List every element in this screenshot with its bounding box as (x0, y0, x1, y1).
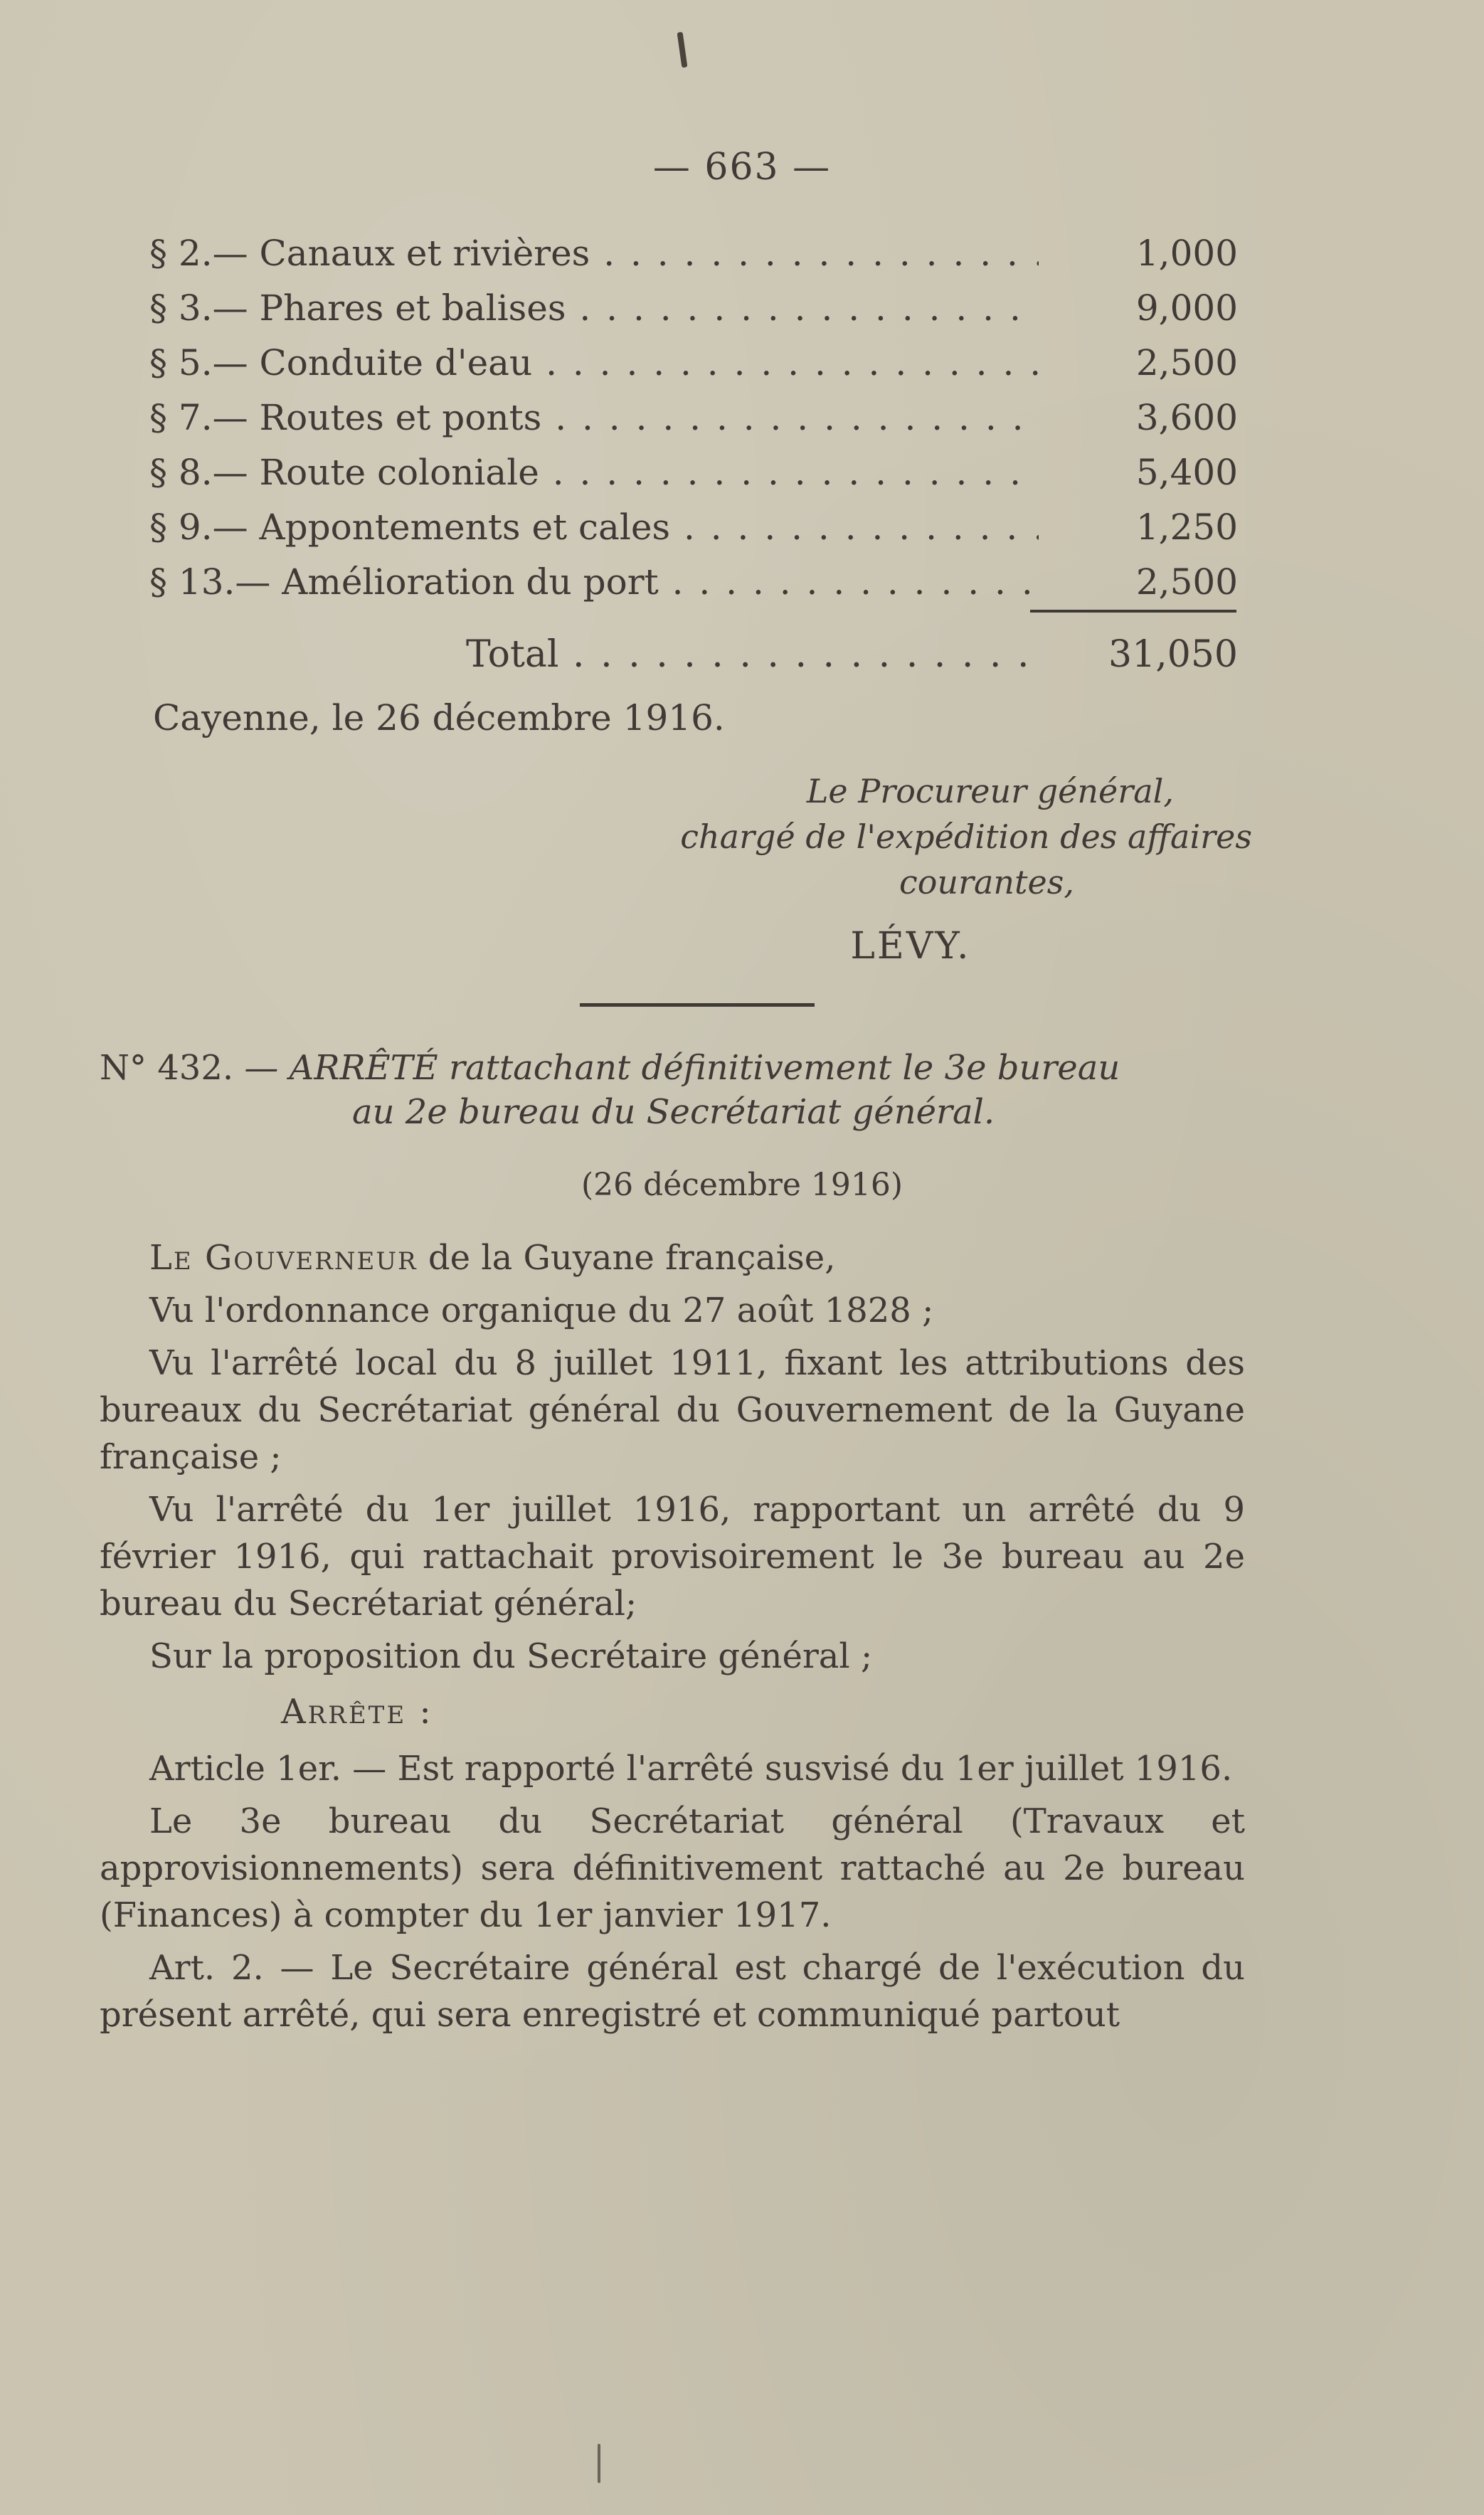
signature-title: Le Procureur général, (806, 772, 1174, 810)
budget-total-label: Total . . . (466, 626, 1035, 683)
budget-row (149, 445, 1238, 500)
body-paragraph: Article 1er. — Est rapporté l'arrêté susvisé du 1er juillet 1916. (149, 1749, 1233, 1789)
decree-number: N° 432. (100, 1048, 234, 1088)
budget-row-amount: 3,600 (1135, 397, 1238, 438)
body-paragraph: Le 3e bureau du Secrétariat général (Travaux et approvisionnements) sera définitivement rattaché au 2e bureau (Finances) à compter du 1er janvier 1917. (100, 1801, 1245, 1935)
budget-row-label: § 3.— Phares et balises . . . (149, 281, 1039, 336)
governor-title: Le Gouverneur (149, 1238, 418, 1278)
ink-mark (598, 2444, 600, 2483)
total-rule (1030, 610, 1236, 613)
decree-title-line2: au 2e bureau du Secrétariat général. (352, 1092, 995, 1132)
arrete-heading: Arrête : (281, 1692, 433, 1732)
budget-row (149, 281, 1238, 336)
decree-date: (26 décembre 1916) (581, 1167, 903, 1203)
budget-total-amount: 31,050 (1108, 633, 1238, 676)
body-paragraph: Art. 2. — Le Secrétaire général est chargé de l'exécution du présent arrêté, qui sera enregistré et communiqué partout (100, 1948, 1245, 2035)
signature-name: LÉVY. (850, 925, 971, 968)
budget-row-label: § 2.— Canaux et rivières . . . (149, 226, 1039, 281)
body-paragraph: Sur la proposition du Secrétaire général ; (149, 1636, 873, 1676)
decree-body (100, 1234, 1245, 2044)
budget-row-amount: 5,400 (1135, 452, 1238, 493)
body-paragraph: Vu l'arrêté du 1er juillet 1916, rapportant un arrêté du 9 février 1916, qui rattachait provisoirement le 3e bureau au 2e bureau du Secrétariat général; (100, 1490, 1245, 1624)
body-paragraph: Vu l'ordonnance organique du 27 août 1828 ; (149, 1291, 934, 1330)
budget-row-amount: 1,000 (1135, 233, 1238, 274)
body-paragraph: Vu l'arrêté local du 8 juillet 1911, fixant les attributions des bureaux du Secrétariat général du Gouvernement de la Guyane française ; (100, 1343, 1245, 1477)
budget-row-amount: 2,500 (1135, 561, 1238, 603)
decree-title-line1: — ARRÊTÉ rattachant définitivement le 3e bureau (244, 1048, 1120, 1088)
budget-table (149, 226, 1238, 610)
ink-mark (677, 32, 688, 68)
budget-row-amount: 2,500 (1135, 342, 1238, 383)
budget-row-label: § 7.— Routes et ponts . . . (149, 391, 1039, 445)
budget-row-amount: 9,000 (1135, 287, 1238, 329)
signature-block (640, 768, 1252, 905)
governor-line (100, 1234, 1245, 1281)
budget-row-label: § 13.— Amélioration du port . . . (149, 555, 1039, 610)
governor-rest: de la Guyane française, (417, 1238, 836, 1278)
budget-row (149, 226, 1238, 281)
budget-row (149, 391, 1238, 445)
signature-role: chargé de l'expédition des affaires (680, 817, 1252, 856)
budget-row-label: § 9.— Appontements et cales . . . (149, 500, 1039, 555)
section-separator (580, 1003, 815, 1007)
budget-row (149, 336, 1238, 391)
budget-row-label: § 5.— Conduite d'eau . . . (149, 336, 1039, 391)
budget-row (149, 555, 1238, 610)
budget-row-label: § 8.— Route coloniale . . . (149, 445, 1039, 500)
place-date: Cayenne, le 26 décembre 1916. (153, 697, 725, 738)
budget-row (149, 500, 1238, 555)
budget-total-row (466, 626, 1238, 683)
page-number: — 663 — (652, 146, 832, 189)
signature-role-cont: courantes, (899, 863, 1074, 901)
budget-row-amount: 1,250 (1135, 507, 1238, 548)
decree-heading (100, 1046, 1245, 1134)
